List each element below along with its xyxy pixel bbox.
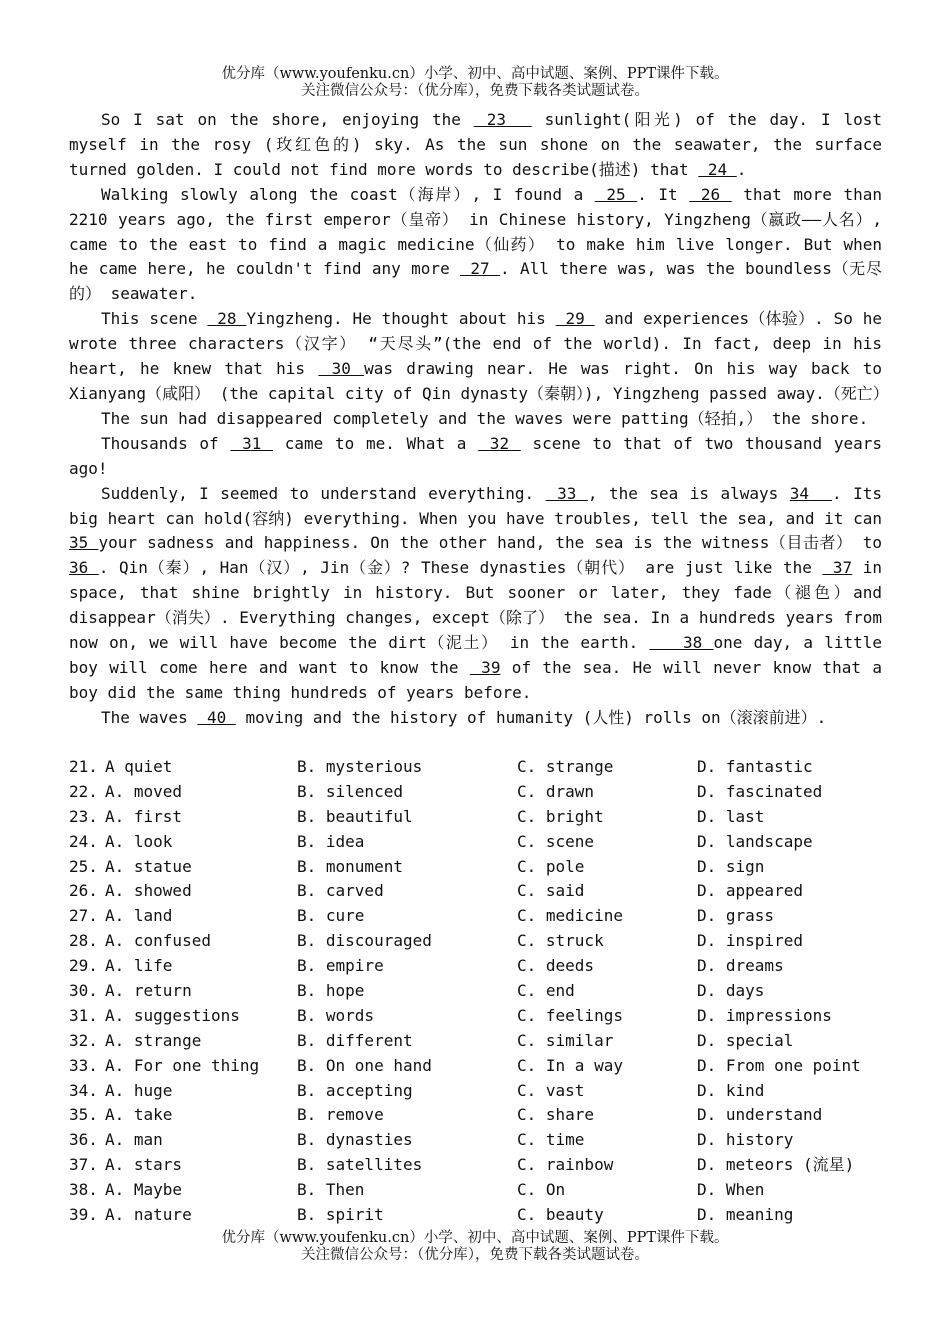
- option-d: D. impressions: [697, 1005, 832, 1025]
- option-a: A. take: [105, 1105, 173, 1125]
- option-a: A. land: [105, 906, 173, 926]
- blank-number: 34: [789, 483, 832, 503]
- option-d: D. days: [697, 981, 765, 1001]
- blank-number: 26: [689, 184, 732, 204]
- option-c: C. vast: [517, 1080, 585, 1100]
- option-a: A. Maybe: [105, 1180, 183, 1200]
- option-c: C. struck: [517, 931, 604, 951]
- option-a: A. return: [105, 981, 192, 1001]
- option-c: C. rainbow: [517, 1155, 614, 1175]
- question-number: 32.: [69, 1030, 98, 1050]
- option-b: B. carved: [297, 881, 384, 901]
- option-c: C. On: [517, 1180, 566, 1200]
- option-d: D. fantastic: [697, 757, 813, 776]
- option-d: D. dreams: [697, 956, 784, 976]
- passage-paragraph: The waves 40 moving and the history of humanity (人性) rolls on（滚滚前进）.: [101, 707, 827, 727]
- option-d: D. last: [697, 806, 765, 826]
- option-b: B. Then: [297, 1180, 365, 1200]
- question-number: 36.: [69, 1130, 98, 1150]
- option-row: [69, 929, 882, 954]
- blank-number: 36: [69, 558, 99, 578]
- blank-number: 33: [545, 483, 588, 503]
- passage-paragraph: This scene 28 Yingzheng. He thought about his 29 and experiences（体验）. So he wrote three characters（汉字） “天尽头”(the end of the world). In fact, deep in his heart, he knew that his 30 was drawing near. He was right. On his way back to Xianyang（咸阳） (the capital city of Qin dynasty（秦朝）), Yingzheng passed away.（死亡）: [69, 309, 889, 403]
- question-number: 34.: [69, 1080, 98, 1100]
- blank-number: 32: [478, 433, 521, 453]
- option-a: A. nature: [105, 1205, 192, 1225]
- option-d: D. special: [697, 1030, 794, 1050]
- passage-paragraph: Thousands of 31 came to me. What a 32 scene to that of two thousand years ago!: [69, 433, 883, 478]
- option-c: C. pole: [517, 856, 585, 876]
- option-b: B. discouraged: [297, 931, 432, 951]
- option-a: A. first: [105, 806, 183, 826]
- option-c: C. In a way: [517, 1055, 623, 1075]
- option-row: [69, 1153, 882, 1178]
- option-b: B. cure: [297, 906, 365, 926]
- option-d: D. When: [697, 1180, 765, 1200]
- blank-number: 23: [473, 110, 532, 129]
- question-number: 35.: [69, 1105, 98, 1125]
- option-d: D. From one point: [697, 1055, 861, 1075]
- option-a: A. look: [105, 831, 173, 851]
- blank-number: 35: [69, 533, 99, 553]
- question-number: 22.: [69, 781, 98, 801]
- question-number: 39.: [69, 1205, 98, 1225]
- cloze-passage: [69, 108, 889, 731]
- option-c: C. end: [517, 981, 575, 1001]
- question-number: 33.: [69, 1055, 98, 1075]
- passage-paragraph: Suddenly, I seemed to understand everything. 33 , the sea is always 34 . Its big heart can hold(容纳) everything. When you have troubles, tell the sea, and it can 35 your sadness and happiness. On the other hand, the sea is the witness（目击者） to 36 . Qin（秦）, Han（汉）, Jin（金）? These dynasties（朝代） are just like the 37 in space, that shine brightly in history. But sooner or later, they fade（褪色）and disappear（消失）. Everything changes, except（除了） the sea. In a hundreds years from now on, we will have become the dirt（泥土） in the earth. 38 one day, a little boy will come here and want to know the 39 of the sea. He will never know that a boy did the same thing hundreds of years before.: [69, 483, 883, 702]
- option-a: A. huge: [105, 1080, 173, 1100]
- option-d: D. meteors (流星): [697, 1155, 855, 1175]
- option-b: B. monument: [297, 856, 403, 876]
- passage-paragraph: Walking slowly along the coast（海岸）, I found a 25 . It 26 that more than 2210 years ago, the first emperor（皇帝） in Chinese history, Yingzheng（嬴政——人名）, came to the east to find a magic medicine（仙药） to make him live longer. But when he came here, he couldn't find any more 27 . All there was, was the boundless（无尽的） seawater.: [69, 184, 883, 304]
- option-row: [69, 1128, 882, 1153]
- option-b: B. empire: [297, 956, 384, 976]
- option-a: A. man: [105, 1130, 163, 1150]
- option-a: A. life: [105, 956, 173, 976]
- option-d: D. appeared: [697, 881, 803, 901]
- option-row: [69, 904, 882, 929]
- option-b: B. different: [297, 1030, 413, 1050]
- option-row: [69, 1029, 882, 1054]
- blank-number: 30: [318, 359, 365, 379]
- option-d: D. landscape: [697, 831, 813, 851]
- option-d: D. sign: [697, 856, 765, 876]
- option-b: B. silenced: [297, 781, 403, 801]
- answer-options: [69, 755, 882, 1228]
- option-row: [69, 879, 882, 904]
- question-number: 25.: [69, 856, 98, 876]
- option-a: A. suggestions: [105, 1005, 240, 1025]
- option-a: A. stars: [105, 1155, 183, 1175]
- option-a: A. statue: [105, 856, 192, 876]
- question-number: 21.: [69, 757, 98, 776]
- option-d: D. kind: [697, 1080, 765, 1100]
- question-number: 23.: [69, 806, 98, 826]
- option-d: D. understand: [697, 1105, 823, 1125]
- option-row: [69, 1004, 882, 1029]
- header-line-2: 关注微信公众号：（优分库），免费下载各类试题试卷。: [301, 83, 649, 99]
- passage-paragraph: So I sat on the shore, enjoying the 23 sunlight(阳光) of the day. I lost myself in the rosy (玫红色的) sky. As the sun shone on the seawater, the surface turned golden. I could not find more words to describe(描述) that 24 .: [69, 110, 882, 179]
- page-header: [0, 66, 950, 100]
- option-c: C. bright: [517, 806, 604, 826]
- option-b: B. spirit: [297, 1205, 384, 1225]
- blank-number: 37: [822, 558, 853, 578]
- option-b: B. mysterious: [297, 757, 423, 776]
- question-number: 30.: [69, 981, 98, 1001]
- blank-number: 29: [555, 309, 595, 329]
- option-c: C. share: [517, 1105, 595, 1125]
- option-c: C. said: [517, 881, 585, 901]
- blank-number: 24: [698, 159, 737, 179]
- option-a: A. confused: [105, 931, 211, 951]
- option-row: [69, 830, 882, 855]
- option-row: [69, 979, 882, 1004]
- option-b: B. words: [297, 1005, 375, 1025]
- option-row: [69, 1054, 882, 1079]
- question-number: 24.: [69, 831, 98, 851]
- option-b: B. accepting: [297, 1080, 413, 1100]
- blank-number: 38: [649, 633, 714, 653]
- blank-number: 39: [469, 657, 501, 677]
- question-number: 26.: [69, 881, 98, 901]
- option-c: C. similar: [517, 1030, 614, 1050]
- question-number: 31.: [69, 1005, 98, 1025]
- blank-number: 27: [460, 259, 501, 279]
- option-row: [69, 1178, 882, 1203]
- footer-line-2: 关注微信公众号：（优分库），免费下载各类试题试卷。: [301, 1247, 649, 1263]
- option-c: C. medicine: [517, 906, 623, 926]
- blank-number: 40: [197, 707, 236, 727]
- option-b: B. remove: [297, 1105, 384, 1125]
- option-c: C. feelings: [517, 1005, 623, 1025]
- option-a: A. For one thing: [105, 1055, 260, 1075]
- option-b: B. satellites: [297, 1155, 423, 1175]
- passage-paragraph: The sun had disappeared completely and the waves were patting（轻拍,） the shore.: [101, 408, 869, 428]
- footer-line-1: 优分库（www.youfenku.cn）小学、初中、高中试题、案例、PPT课件下载。: [221, 1230, 729, 1246]
- option-c: C. drawn: [517, 781, 595, 801]
- option-c: C. beauty: [517, 1205, 604, 1225]
- option-b: B. beautiful: [297, 806, 413, 826]
- option-a: A. moved: [105, 781, 183, 801]
- option-d: D. fascinated: [697, 781, 823, 801]
- option-row: [69, 755, 882, 780]
- option-c: C. scene: [517, 831, 595, 851]
- question-number: 29.: [69, 956, 98, 976]
- option-row: [69, 1079, 882, 1104]
- option-d: D. meaning: [697, 1205, 794, 1225]
- blank-number: 25: [594, 184, 638, 204]
- option-a: A. showed: [105, 881, 192, 901]
- blank-number: 28: [207, 309, 247, 329]
- option-row: [69, 780, 882, 805]
- option-b: B. dynasties: [297, 1130, 413, 1150]
- question-number: 37.: [69, 1155, 98, 1175]
- page-footer: [0, 1230, 950, 1264]
- option-row: [69, 1203, 882, 1228]
- option-row: [69, 954, 882, 979]
- option-b: B. hope: [297, 981, 365, 1001]
- option-row: [69, 805, 882, 830]
- option-a: A quiet: [105, 757, 173, 776]
- option-a: A. strange: [105, 1030, 202, 1050]
- option-d: D. grass: [697, 906, 775, 926]
- option-d: D. inspired: [697, 931, 803, 951]
- option-d: D. history: [697, 1130, 794, 1150]
- blank-number: 31: [230, 433, 274, 453]
- question-number: 27.: [69, 906, 98, 926]
- option-b: B. idea: [297, 831, 365, 851]
- option-row: [69, 855, 882, 880]
- question-number: 28.: [69, 931, 98, 951]
- header-line-1: 优分库（www.youfenku.cn）小学、初中、高中试题、案例、PPT课件下载。: [221, 66, 729, 82]
- question-number: 38.: [69, 1180, 98, 1200]
- option-row: [69, 1103, 882, 1128]
- option-c: C. time: [517, 1130, 585, 1150]
- option-c: C. deeds: [517, 956, 595, 976]
- option-c: C. strange: [517, 757, 614, 776]
- option-b: B. On one hand: [297, 1055, 432, 1075]
